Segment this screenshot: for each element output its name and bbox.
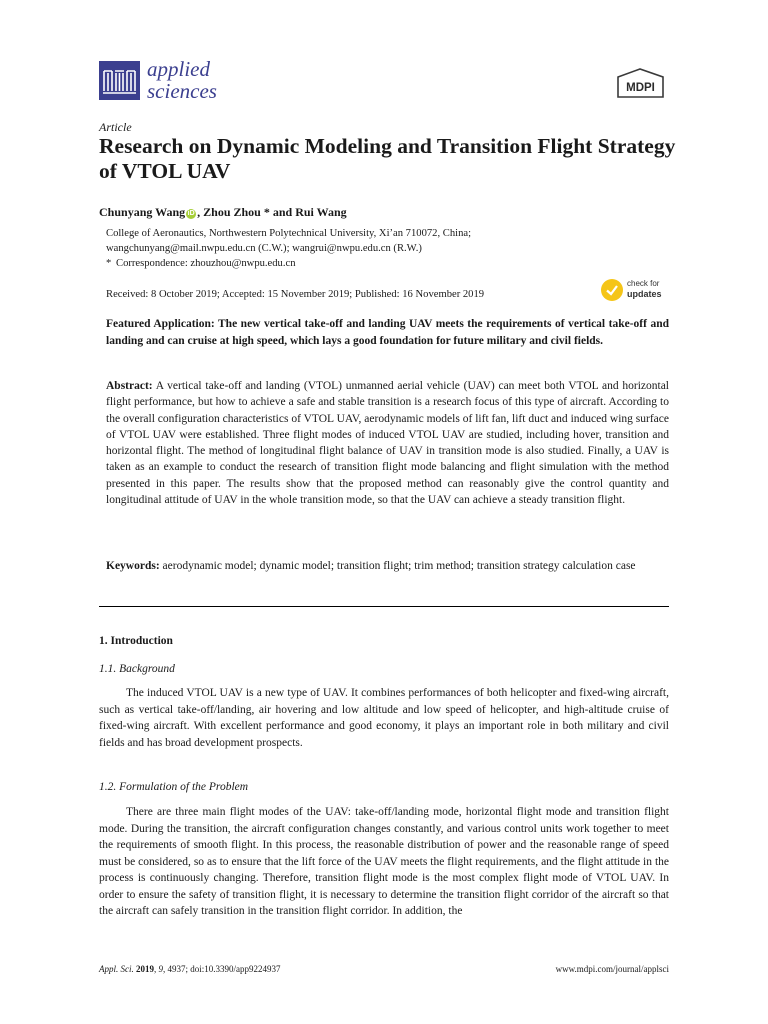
subsection-heading-problem: 1.2. Formulation of the Problem	[99, 781, 249, 793]
affiliation-block	[106, 226, 626, 271]
keywords-text: aerodynamic model; dynamic model; transition flight; trim method; transition strategy calculation case	[159, 560, 636, 572]
author-list	[99, 205, 347, 220]
paragraph-problem: There are three main flight modes of the UAV: take-off/landing mode, horizontal flight mode and transition flight mode. During the transition, the aircraft configuration changes constantly, and various control units work together to meet the requirements of smooth flight. In this process, the reasonable distribution of power and the reasonable range of speed must be considered, so as to ensure that the lift force of the UAV meets the flight requirements, and the flight attitude in the process is continuously changing. Therefore, transition flight mode is the most complex flight mode of VTOL UAV. In order to ensure the safety of transition flight, it is necessary to determine the transition flight corridor of the aircraft so that the aircraft can safely transition in the transition flight corridor. In addition, the	[99, 806, 669, 917]
abstract-text: A vertical take-off and landing (VTOL) unmanned aerial vehicle (UAV) can meet both VTOL and horizontal flight performance, but how to achieve a safe and stable transition is a research focus of this type of aircraft. According to the overall configuration characteristics of VTOL UAV, aerodynamic models of lift fan, lift duct and induced wing surface of VTOL UAV were established. Three flight modes of induced VTOL UAV are studied, including hover, transition and horizontal flight. The method of longitudinal flight balance of UAV in transition mode is also studied. Finally, a UAV is taken as an example to conduct the research of transition flight mode balancing and flight simulation with the method presented in this paper. The results show that the proposed method can reasonably give the control quantity and longitudinal attitude of UAV in the whole transition mode, so that the UAV can achieve a steady transition flight.	[106, 380, 669, 507]
journal-name-line2: sciences	[147, 79, 217, 103]
correspondence-star: *	[106, 258, 112, 269]
check-for-updates-label	[627, 279, 662, 300]
footer-citation: Appl. Sci. 2019, 9, 4937; doi:10.3390/app9224937	[99, 964, 281, 974]
author-name: Chunyang Wang	[99, 205, 186, 219]
paragraph-background: The induced VTOL UAV is a new type of UAV. It combines performances of both helicopter and fixed-wing aircraft, such as vertical take-off/landing, air hovering and low altitude and low speed of helicopter, and high-altitude cruise of fixed-wing aircraft. With excellent performance and good economy, it plays an important role in both military and civil fields and has broad development prospects.	[99, 687, 669, 749]
article-type: Article	[99, 120, 132, 134]
correspondence-line	[106, 256, 626, 271]
correspondence-text: Correspondence: zhouzhou@nwpu.edu.cn	[116, 258, 296, 269]
page-title: Research on Dynamic Modeling and Transition Flight Strategy of VTOL UAV	[99, 134, 676, 183]
mdpi-logo-text: MDPI	[626, 82, 655, 94]
affiliation-line: College of Aeronautics, Northwestern Polytechnical University, Xi’an 710072, China;	[106, 228, 472, 239]
journal-name	[147, 58, 217, 102]
journal-logo-icon	[99, 61, 140, 100]
footer-url[interactable]: www.mdpi.com/journal/applsci	[555, 964, 669, 974]
mdpi-logo	[614, 68, 667, 99]
footer-volume: 9	[158, 964, 163, 974]
check-for-updates-button[interactable]	[601, 278, 671, 304]
subsection-heading-background: 1.1. Background	[99, 663, 175, 675]
orcid-icon[interactable]: iD	[187, 210, 195, 217]
author-names-rest: , Zhou Zhou * and Rui Wang	[197, 205, 347, 219]
footer-year: 2019	[136, 964, 154, 974]
publication-dates: Received: 8 October 2019; Accepted: 15 November 2019; Published: 16 November 2019	[106, 289, 485, 300]
footer-doi: , 4937; doi:10.3390/app9224937	[163, 964, 281, 974]
check-for-updates-line2: updates	[627, 289, 662, 299]
featured-application: Featured Application: The new vertical take-off and landing UAV meets the requirements of vertical take-off and landing and can cruise at high speed, which lays a good foundation for future military and civil fields.	[106, 318, 669, 347]
affiliation-emails: wangchunyang@mail.nwpu.edu.cn (C.W.); wangrui@nwpu.edu.cn (R.W.)	[106, 243, 422, 254]
keywords-label: Keywords:	[106, 560, 160, 572]
check-icon	[601, 279, 623, 301]
section-heading-introduction: 1. Introduction	[99, 635, 173, 647]
abstract	[106, 378, 669, 508]
journal-name-line1: applied	[147, 57, 210, 81]
keywords	[106, 558, 669, 574]
check-for-updates-line1: check for	[627, 279, 660, 288]
footer-journal: Appl. Sci.	[99, 964, 134, 974]
section-divider	[99, 606, 669, 607]
abstract-label: Abstract:	[106, 380, 153, 392]
